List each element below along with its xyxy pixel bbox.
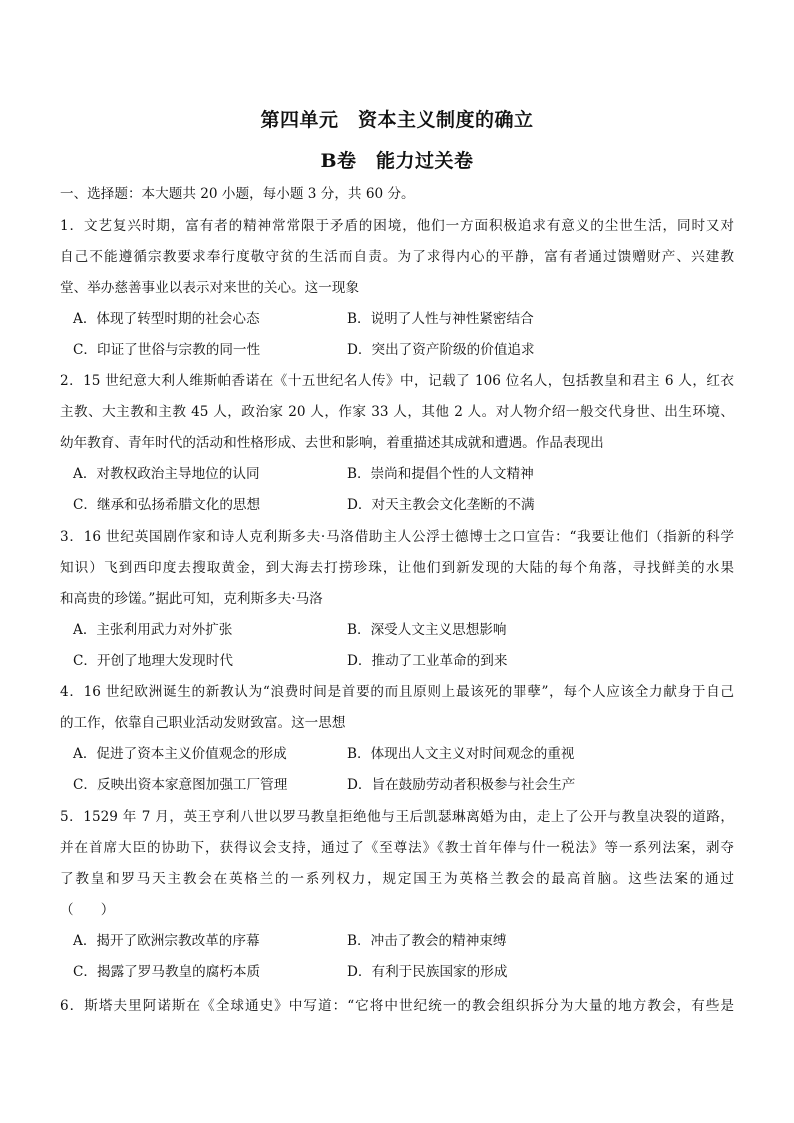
question-1-stem-line-2: 自己不能遵循宗教要求奉行度敬守贫的生活而自责。为了求得内心的平静，富有者通过馈赠财产、兴建教	[60, 249, 734, 265]
question-2-stem-line-2: 主教、大主教和主教 45 人，政治家 20 人，作家 33 人，其他 2 人。对人物介绍一般交代身世、出生环境、	[60, 404, 734, 420]
question-1-stem-line-3: 堂、举办慈善事业以表示对来世的关心。这一现象	[60, 280, 360, 296]
question-1-option-b: B．说明了人性与神性紧密结合	[347, 311, 534, 327]
question-5-option-d: D．有利于民族国家的形成	[347, 964, 508, 980]
section-heading: 一、选择题：本大题共 20 小题，每小题 3 分，共 60 分。	[60, 186, 415, 202]
question-5-option-b: B．冲击了教会的精神束缚	[347, 933, 507, 949]
question-1-option-d: D．突出了资产阶级的价值追求	[347, 342, 535, 358]
question-1-option-c: C．印证了世俗与宗教的同一性	[73, 342, 261, 358]
question-2-stem-line-1: 2．15 世纪意大利人维斯帕香诺在《十五世纪名人传》中，记载了 106 位名人，包括教皇和君主 6 人，红衣	[60, 373, 734, 389]
question-4-option-b: B．体现出人文主义对时间观念的重视	[347, 746, 575, 762]
question-2-option-a: A．对教权政治主导地位的认同	[73, 466, 260, 482]
question-3-stem-line-1: 3．16 世纪英国剧作家和诗人克利斯多夫·马洛借助主人公浮士德博士之口宣告：“我要让他们（指新的科学	[60, 529, 734, 545]
question-2-stem-line-3: 幼年教育、青年时代的活动和性格形成、去世和影响，着重描述其成就和遭遇。作品表现出	[60, 435, 604, 451]
question-1-stem-line-1: 1．文艺复兴时期，富有者的精神常常限于矛盾的困境，他们一方面积极追求有意义的尘世生活，同时又对	[60, 218, 734, 234]
question-5-option-c: C．揭露了罗马教皇的腐朽本质	[73, 964, 261, 980]
question-3-option-d: D．推动了工业革命的到来	[347, 653, 508, 669]
unit-title: 第四单元 资本主义制度的确立	[260, 109, 534, 131]
question-5-stem-line-3: 了教皇和罗马天主教会在英格兰的一系列权力，规定国王为英格兰教会的最高首脑。这些法案的通过	[60, 871, 734, 887]
question-6-stem-line-1: 6．斯塔夫里阿诺斯在《全球通史》中写道：“它将中世纪统一的教会组织拆分为大量的地方教会，有些是	[60, 998, 734, 1014]
question-2-option-b: B．崇尚和提倡个性的人文精神	[347, 466, 534, 482]
question-5-option-a: A．揭开了欧洲宗教改革的序幕	[73, 933, 260, 949]
question-4-option-c: C．反映出资本家意图加强工厂管理	[73, 777, 288, 793]
question-5-answer-blank: （ ）	[60, 902, 115, 918]
question-3-option-a: A．主张利用武力对外扩张	[73, 622, 233, 638]
question-4-option-a: A．促进了资本主义价值观念的形成	[73, 746, 287, 762]
question-5-stem-line-1: 5．1529 年 7 月，英王亨利八世以罗马教皇拒绝他与王后凯瑟琳离婚为由，走上了公开与教皇决裂的道路，	[60, 809, 734, 825]
question-3-option-c: C．开创了地理大发现时代	[73, 653, 233, 669]
question-2-option-d: D．对天主教会文化垄断的不满	[347, 497, 535, 513]
question-4-option-d: D．旨在鼓励劳动者积极参与社会生产	[347, 777, 576, 793]
question-5-stem-line-2: 并在首席大臣的协助下，获得议会支持，通过了《至尊法》《教士首年俸与什一税法》等一系列法案，剥夺	[60, 840, 734, 856]
question-4-stem-line-2: 的工作，依靠自己职业活动发财致富。这一思想	[60, 715, 346, 731]
question-3-option-b: B．深受人文主义思想影响	[347, 622, 507, 638]
question-1-option-a: A．体现了转型时期的社会心态	[73, 311, 260, 327]
question-4-stem-line-1: 4．16 世纪欧洲诞生的新教认为“浪费时间是首要的而且原则上最该死的罪孽”，每个人应该全力献身于自己	[60, 684, 734, 700]
question-2-option-c: C．继承和弘扬希腊文化的思想	[73, 497, 261, 513]
question-3-stem-line-2: 知识）飞到西印度去搜取黄金，到大海去打捞珍珠，让他们到新发现的大陆的每个角落，寻找鲜美的水果	[60, 560, 734, 576]
paper-subtitle: B卷 能力过关卷	[320, 150, 474, 172]
question-3-stem-line-3: 和高贵的珍馐。”据此可知，克利斯多夫·马洛	[60, 591, 323, 607]
